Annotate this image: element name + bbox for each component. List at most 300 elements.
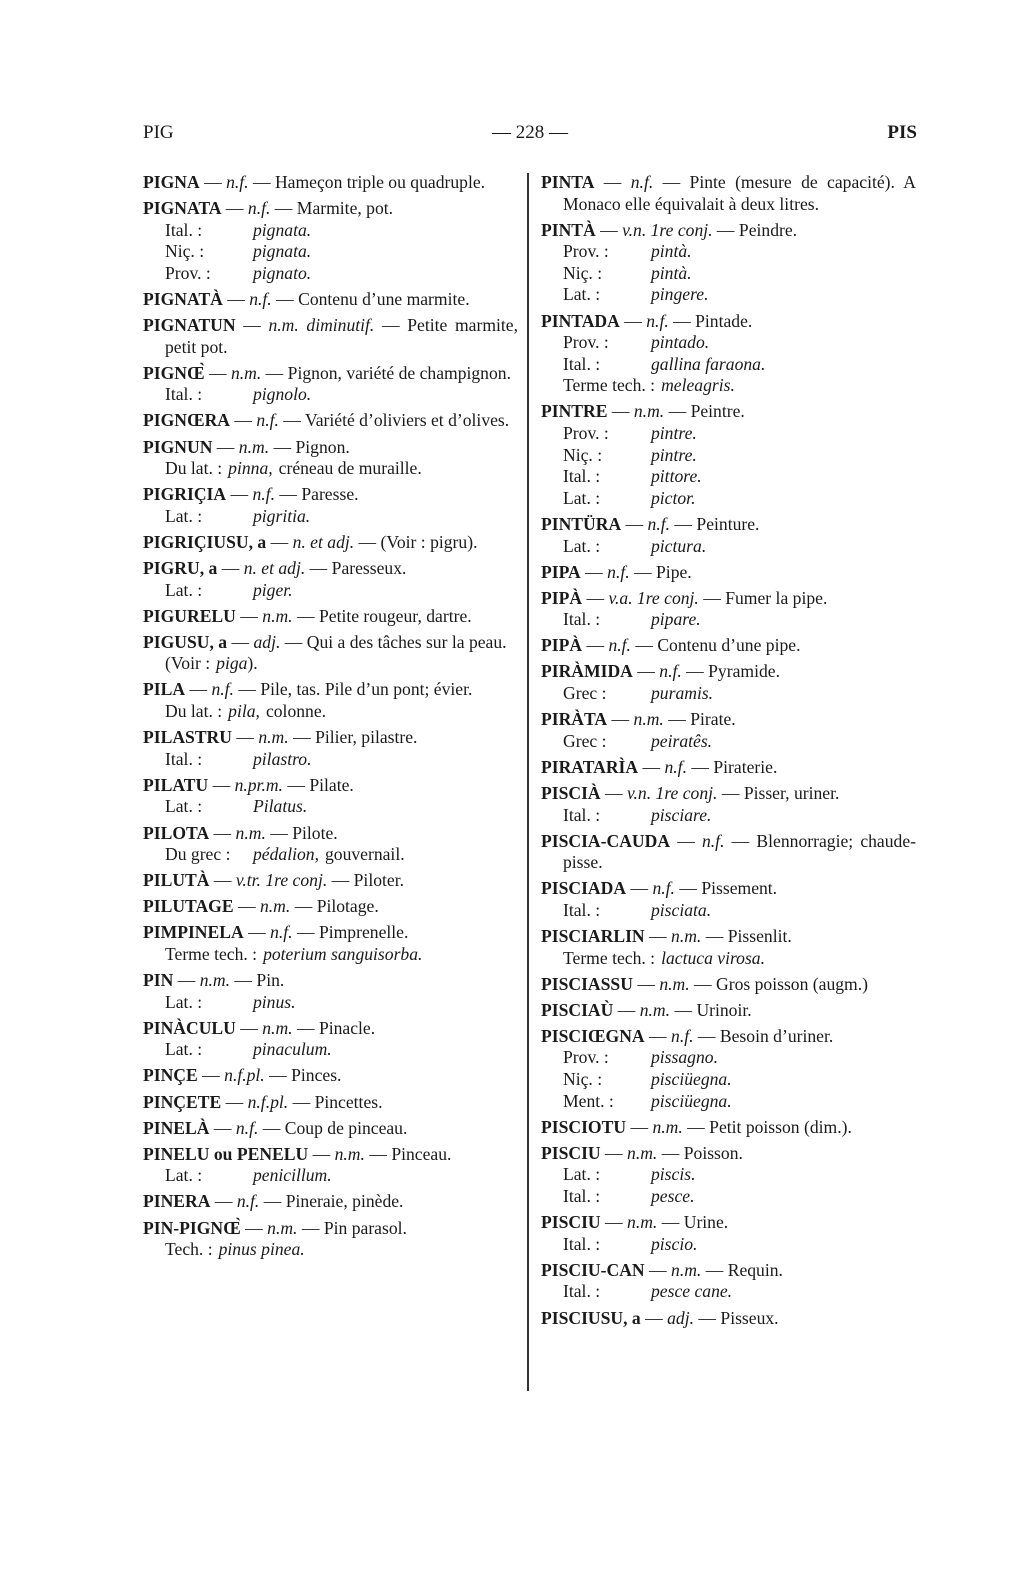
dictionary-entry [541, 311, 916, 397]
part-of-speech: n.m. [334, 1143, 365, 1164]
entry-definition-line: PISCIU — n.m. — Poisson. [541, 1142, 743, 1163]
running-header [143, 122, 917, 150]
headword: PILUTÀ [143, 870, 210, 891]
headword: PISCIARLIN [541, 926, 645, 946]
definition: Blennorragie; chaude-pisse. [563, 830, 917, 873]
etymology-line [541, 1186, 916, 1208]
part-of-speech: n.f. [671, 1025, 694, 1046]
definition: Petite marmite, petit pot. [165, 315, 518, 357]
entry-definition-line: PIGNŒRA — n.f. — Variété d’oliviers et d’olives. [143, 410, 510, 431]
etymology-label: Lat. : [563, 284, 601, 305]
etymology-gloss: ). [247, 653, 258, 674]
etymology-line [143, 580, 518, 602]
etymology-value: puramis. [651, 683, 714, 704]
header-last-word: PIS [887, 122, 917, 143]
dictionary-entry [143, 1065, 518, 1087]
entry-definition-line: PINTÜRA — n.f. — Peinture. [541, 513, 760, 534]
etymology-label: Ital. : [165, 219, 203, 240]
entry-definition-line: PIPA — n.f. — Pipe. [541, 561, 692, 582]
etymology-line [143, 1039, 518, 1061]
etymology-gloss: colonne. [265, 701, 327, 722]
definition: Pilote. [292, 822, 338, 843]
definition: Poisson. [683, 1142, 743, 1163]
dictionary-entry [143, 437, 518, 480]
part-of-speech: n.f. [256, 410, 279, 431]
etymology-value: pintre. [651, 444, 697, 465]
dictionary-entry [143, 679, 518, 722]
etymology-value: pipare. [651, 609, 701, 630]
definition: Pilier, pilastre. [315, 727, 418, 748]
headword: PISCIU [541, 1142, 601, 1163]
entry-definition-line: PIGNATA — n.f. — Marmite, pot. [143, 198, 394, 219]
part-of-speech: n.m. [633, 401, 665, 422]
dictionary-entry [143, 870, 518, 892]
part-of-speech: n. et adj. [292, 531, 355, 552]
entry-definition-line: PISCIOTU — n.m. — Petit poisson (dim.). [541, 1116, 852, 1137]
headword: PIGRIÇIA [143, 484, 227, 505]
etymology-label: Prov. : [563, 423, 609, 444]
headword: PINÇETE [143, 1091, 222, 1112]
dictionary-entry [143, 1118, 518, 1140]
etymology-label: Du lat. : [165, 458, 223, 479]
entry-definition-line: PINÇETE — n.f.pl. — Pincettes. [143, 1091, 383, 1112]
headword: PIRATARÌA [541, 756, 639, 777]
definition: Petite rougeur, dartre. [318, 605, 472, 626]
part-of-speech: n.f. [652, 878, 675, 899]
etymology-line [541, 354, 916, 376]
part-of-speech: n.f. [247, 198, 271, 219]
etymology-label: Ital. : [563, 353, 601, 374]
definition: Pipe. [656, 561, 692, 582]
etymology-value: pédalion, [253, 844, 319, 865]
dictionary-entry [143, 922, 518, 965]
dictionary-entry [541, 562, 916, 584]
dictionary-entry [541, 878, 916, 921]
etymology-value: penicillum. [253, 1165, 332, 1186]
dictionary-entry [143, 823, 518, 866]
part-of-speech: n.f.pl. [247, 1091, 289, 1112]
dictionary-entry [541, 974, 916, 996]
entry-definition-line: PIRÀMIDA — n.f. — Pyramide. [541, 661, 780, 682]
etymology-value: piscis. [651, 1164, 696, 1185]
etymology-label: Ital. : [563, 804, 601, 825]
dictionary-entry [143, 363, 518, 406]
definition: Pignon. [295, 436, 350, 457]
entry-definition-line: PILOTA — n.m. — Pilote. [143, 822, 338, 843]
headword: PIGNŒ̀ [143, 362, 205, 383]
etymology-line [541, 466, 916, 488]
part-of-speech: n. et adj. [243, 558, 306, 578]
etymology-label: Tech. : [165, 1239, 213, 1260]
etymology-value: pittore. [651, 466, 702, 487]
entry-definition-line: PIGNATÀ — n.f. — Contenu d’une marmite. [143, 288, 470, 309]
part-of-speech: n.f. [664, 756, 687, 777]
dictionary-entry [541, 661, 916, 704]
etymology-line [541, 609, 916, 631]
part-of-speech: n.f. [236, 1191, 260, 1212]
headword: PISCIU-CAN [541, 1259, 645, 1280]
etymology-label: Lat. : [165, 579, 203, 600]
definition: Fumer la pipe. [725, 587, 828, 608]
headword: PIGNATA [143, 198, 222, 219]
part-of-speech: n.m. [262, 1017, 293, 1038]
etymology-line [143, 220, 518, 242]
part-of-speech: n.m. [671, 1259, 702, 1280]
etymology-line [143, 749, 518, 771]
entry-definition-line: PIGNUN — n.m. — Pignon. [143, 436, 350, 457]
etymology-line [541, 263, 916, 285]
definition: Petit poisson (dim.). [709, 1116, 852, 1137]
part-of-speech: v.a. 1re conj. [608, 587, 699, 608]
entry-definition-line: PISCIADA — n.f. — Pissement. [541, 878, 778, 899]
etymology-value: pisciare. [651, 804, 712, 825]
headword: PILOTA [143, 822, 210, 843]
definition: Coup de pinceau. [284, 1117, 408, 1138]
dictionary-entry [143, 632, 518, 675]
right-column [541, 172, 916, 1334]
definition: Qui a des tâches sur la peau. [306, 631, 507, 652]
entry-definition-line: PILATU — n.pr.m. — Pilate. [143, 774, 354, 795]
etymology-value: pinus pinea. [218, 1239, 305, 1260]
entry-definition-line: PISCIA-CAUDA — n.f. — Blennorragie; chaude-pisse. [541, 830, 917, 873]
headword: PIMPINELA [143, 922, 244, 943]
definition: Pinces. [291, 1065, 342, 1086]
definition: Variété d’oliviers et d’olives. [304, 410, 510, 431]
etymology-label: Lat. : [165, 796, 203, 817]
etymology-line [541, 1281, 916, 1303]
entry-definition-line: PINERA — n.f. — Pineraie, pinède. [143, 1191, 404, 1212]
headword: PISCIAÙ [541, 999, 614, 1020]
etymology-label: Niç. : [563, 1069, 603, 1090]
entry-definition-line: PIPÀ — v.a. 1re conj. — Fumer la pipe. [541, 587, 828, 608]
dictionary-entry [541, 783, 916, 826]
definition: Contenu d’une pipe. [657, 635, 801, 656]
etymology-label: Prov. : [563, 1047, 609, 1068]
headword: PISCIASSU [541, 973, 633, 994]
etymology-label: Du lat. : [165, 701, 223, 722]
headword: PISCIŒGNA [541, 1025, 645, 1046]
etymology-line [541, 332, 916, 354]
entry-definition-line: PIPÀ — n.f. — Contenu d’une pipe. [541, 635, 801, 656]
part-of-speech: n.pr.m. [234, 774, 283, 795]
dictionary-entry [143, 896, 518, 918]
etymology-line [541, 445, 916, 467]
etymology-label: Lat. : [165, 991, 203, 1012]
dictionary-entry [143, 1191, 518, 1213]
dictionary-entry [541, 172, 916, 215]
headword: PIGUSU, a [143, 631, 228, 652]
headword: PILA [143, 679, 186, 700]
definition: Pissement. [701, 878, 778, 899]
definition: Pintade. [695, 310, 753, 331]
etymology-line [143, 263, 518, 285]
part-of-speech: n.m. [627, 1142, 658, 1163]
part-of-speech: n.m. [199, 970, 231, 991]
headword: PIGNŒRA [143, 410, 230, 431]
headword: PINTA [541, 172, 595, 192]
etymology-value: poterium sanguisorba. [263, 944, 423, 964]
entry-definition-line: PILA — n.f. — Pile, tas. Pile d’un pont; évier. [143, 679, 473, 700]
dictionary-entry [541, 1212, 916, 1255]
headword: PISCIADA [541, 878, 627, 899]
headword: PISCIÀ [541, 782, 601, 803]
etymology-line [143, 1239, 518, 1261]
definition: Contenu d’une marmite. [298, 288, 470, 309]
headword: PISCIOTU [541, 1116, 627, 1137]
part-of-speech: adj. [253, 631, 281, 652]
etymology-line [541, 1091, 916, 1113]
etymology-line [541, 488, 916, 510]
etymology-label: Prov. : [563, 241, 609, 262]
headword: PISCIU [541, 1212, 601, 1233]
etymology-line [143, 992, 518, 1014]
dictionary-entry [143, 1218, 518, 1261]
definition: Requin. [727, 1259, 783, 1280]
dictionary-entry [143, 410, 518, 432]
etymology-value: pisciüegna. [651, 1090, 732, 1111]
headword: PINERA [143, 1191, 211, 1212]
etymology-value: pissagno. [651, 1047, 718, 1068]
entry-definition-line: PINTÀ — v.n. 1re conj. — Peindre. [541, 219, 798, 240]
part-of-speech: n.m. [230, 362, 262, 383]
entry-definition-line: PIGRIÇIA — n.f. — Paresse. [143, 484, 359, 505]
etymology-value: gallina faraona. [651, 353, 766, 374]
etymology-gloss: créneau de muraille. [278, 458, 422, 479]
entry-definition-line: PIGURELU — n.m. — Petite rougeur, dartre. [143, 605, 472, 626]
etymology-label: Terme tech. : [563, 947, 656, 968]
headword: PIPÀ [541, 587, 583, 608]
etymology-line [541, 423, 916, 445]
header-first-word: PIG [143, 122, 174, 143]
headword: PINTÜRA [541, 513, 622, 534]
dictionary-entry [143, 172, 518, 194]
part-of-speech: n.f. [270, 922, 293, 943]
etymology-label: Terme tech. : [165, 944, 258, 964]
dictionary-entry [143, 484, 518, 527]
dictionary-entry [541, 831, 916, 874]
definition: Peinture. [696, 513, 760, 534]
definition: Pinte (mesure de capacité). A Monaco elle équivalait à deux litres. [563, 172, 917, 214]
dictionary-entry [541, 1117, 916, 1139]
entry-definition-line: PINTA — n.f. — Pinte (mesure de capacité). A Monaco elle équivalait à deux litres. [541, 172, 917, 214]
dictionary-entry [541, 220, 916, 306]
etymology-value: pisciüegna. [651, 1069, 732, 1090]
etymology-label: Ment. : [563, 1090, 614, 1111]
definition: Marmite, pot. [296, 198, 394, 219]
etymology-label: Lat. : [563, 535, 601, 556]
headword: PIGNATÀ [143, 288, 223, 309]
dictionary-entry [143, 289, 518, 311]
definition: Pirate. [690, 709, 736, 730]
dictionary-entry [541, 401, 916, 509]
etymology-label: (Voir : [165, 653, 211, 674]
entry-definition-line: PIRÀTA — n.m. — Pirate. [541, 709, 736, 730]
etymology-label: Ital. : [563, 1186, 601, 1207]
etymology-value: pingere. [651, 284, 709, 305]
dictionary-entry [143, 198, 518, 284]
etymology-value: piscio. [651, 1233, 698, 1254]
entry-definition-line: PIGNA — n.f. — Hameçon triple ou quadruple. [143, 172, 486, 192]
etymology-label: Ital. : [563, 1281, 601, 1302]
part-of-speech: n.m. [639, 999, 671, 1020]
headword: PISCIUSU, a [541, 1307, 641, 1328]
etymology-value: pesce. [651, 1186, 695, 1207]
part-of-speech: v.tr. 1re conj. [235, 870, 328, 891]
entry-definition-line: PIN — n.m. — Pin. [143, 970, 285, 991]
headword: PIN-PIGNŒ̀ [143, 1217, 241, 1238]
entry-definition-line: PINÀCULU — n.m. — Pinacle. [143, 1017, 376, 1038]
part-of-speech: n.f. [226, 172, 249, 192]
part-of-speech: n.m. [267, 1217, 298, 1238]
etymology-gloss: gouvernail. [324, 844, 405, 865]
definition: Pile, tas. Pile d’un pont; évier. [260, 679, 473, 700]
definition: Hameçon triple ou quadruple. [274, 172, 486, 192]
etymology-line [541, 1234, 916, 1256]
page-number: — 228 — [492, 122, 568, 143]
dictionary-entry [541, 1260, 916, 1303]
etymology-value: pinaculum. [253, 1039, 332, 1060]
etymology-value: lactuca virosa. [661, 947, 765, 968]
part-of-speech: n.f. [607, 561, 630, 582]
definition: (Voir : pigru). [380, 531, 478, 552]
etymology-value: pinus. [253, 991, 296, 1012]
part-of-speech: v.n. 1re conj. [622, 219, 713, 240]
etymology-value: pintà. [651, 262, 692, 283]
etymology-line [143, 1165, 518, 1187]
etymology-line [143, 844, 518, 866]
part-of-speech: n.f. [646, 310, 669, 331]
dictionary-entry [541, 1308, 916, 1330]
headword: PILASTRU [143, 727, 232, 748]
dictionary-entry [541, 709, 916, 752]
part-of-speech: adj. [667, 1307, 695, 1328]
part-of-speech: n.f. [608, 635, 631, 656]
entry-definition-line: PINÇE — n.f.pl. — Pinces. [143, 1065, 342, 1086]
etymology-label: Ital. : [563, 609, 601, 630]
entry-definition-line: PIGRU, a — n. et adj. — Paresseux. [143, 558, 407, 578]
etymology-label: Du grec : [165, 844, 231, 865]
part-of-speech: n.m. [258, 727, 289, 748]
dictionary-entry [541, 588, 916, 631]
dictionary-entry [143, 1144, 518, 1187]
part-of-speech: n.f. [252, 484, 275, 505]
etymology-value: meleagris. [661, 375, 735, 396]
etymology-value: pintre. [651, 423, 697, 444]
definition: Pignon, variété de champignon. [287, 362, 511, 383]
etymology-line [541, 284, 916, 306]
definition: Gros poisson (augm.) [716, 973, 868, 994]
etymology-value: peiratês. [651, 730, 713, 751]
etymology-label: Ital. : [563, 899, 601, 920]
definition: Pinceau. [391, 1143, 452, 1164]
entry-definition-line: PISCIASSU — n.m. — Gros poisson (augm.) [541, 973, 868, 994]
etymology-line [541, 805, 916, 827]
etymology-label: Lat. : [165, 1165, 203, 1186]
etymology-label: Prov. : [165, 262, 211, 283]
entry-definition-line: PISCIŒGNA — n.f. — Besoin d’uriner. [541, 1025, 834, 1046]
part-of-speech: n.f. [701, 830, 725, 851]
part-of-speech: v.n. 1re conj. [627, 782, 718, 803]
etymology-label: Ital. : [165, 748, 203, 769]
entry-definition-line: PIGUSU, a — adj. — Qui a des tâches sur la peau. [143, 631, 507, 652]
definition: Piloter. [353, 870, 404, 891]
entry-definition-line: PILUTAGE — n.m. — Pilotage. [143, 896, 379, 917]
headword: PINÇE [143, 1065, 198, 1086]
etymology-line [541, 1164, 916, 1186]
dictionary-entry [143, 315, 518, 358]
etymology-value: pignolo. [253, 384, 312, 405]
dictionary-entry [143, 727, 518, 770]
definition: Pin. [256, 970, 285, 991]
left-column [143, 172, 518, 1265]
part-of-speech: n.m. [259, 896, 291, 917]
dictionary-entry [541, 635, 916, 657]
dictionary-entry [143, 558, 518, 601]
headword: PINELU ou PENELU [143, 1143, 309, 1164]
etymology-value: pinna, [228, 458, 273, 479]
definition: Pilate. [309, 774, 354, 795]
part-of-speech: n.m. [262, 605, 293, 626]
headword: PIRÀMIDA [541, 661, 633, 682]
etymology-value: pila, [228, 701, 260, 722]
definition: Pincettes. [314, 1091, 383, 1112]
headword: PINÀCULU [143, 1017, 236, 1038]
headword: PINTADA [541, 310, 620, 331]
etymology-label: Niç. : [563, 262, 603, 283]
etymology-value: piger. [253, 579, 293, 600]
part-of-speech: n.m. [652, 1116, 683, 1137]
part-of-speech: n.m. [238, 436, 270, 457]
etymology-value: Pilatus. [253, 796, 308, 817]
etymology-line [541, 900, 916, 922]
part-of-speech: n.m. [633, 709, 664, 730]
etymology-label: Prov. : [563, 332, 609, 353]
etymology-line [541, 683, 916, 705]
etymology-value: pignata. [253, 219, 312, 240]
headword: PIGRIÇIUSU, a [143, 531, 267, 552]
headword: PIGNUN [143, 436, 213, 457]
headword: PIPÀ [541, 635, 583, 656]
entry-definition-line: PINTRE — n.m. — Peintre. [541, 401, 745, 422]
headword: PINTRE [541, 401, 608, 422]
etymology-label: Terme tech. : [563, 375, 656, 396]
etymology-label: Niç. : [563, 444, 603, 465]
etymology-value: pignata. [253, 241, 312, 262]
definition: Piraterie. [713, 756, 778, 777]
definition: Pin parasol. [323, 1217, 407, 1238]
entry-definition-line: PISCIARLIN — n.m. — Pissenlit. [541, 926, 792, 946]
definition: Pimprenelle. [318, 922, 409, 943]
etymology-value: pesce cane. [651, 1281, 733, 1302]
etymology-line [541, 375, 916, 397]
definition: Peintre. [690, 401, 745, 422]
entry-definition-line: PINELÀ — n.f. — Coup de pinceau. [143, 1117, 408, 1138]
part-of-speech: n.f. [630, 172, 654, 192]
definition: Pilotage. [316, 896, 379, 917]
entry-definition-line: PILASTRU — n.m. — Pilier, pilastre. [143, 727, 418, 748]
etymology-label: Grec : [563, 730, 607, 751]
dictionary-entry [143, 606, 518, 628]
etymology-line [541, 948, 916, 970]
part-of-speech: n.f. [659, 661, 682, 682]
etymology-label: Ital. : [563, 466, 601, 487]
definition: Besoin d’uriner. [719, 1025, 834, 1046]
dictionary-entry [541, 926, 916, 969]
entry-definition-line: PIN-PIGNŒ̀ — n.m. — Pin parasol. [143, 1217, 407, 1238]
part-of-speech: n.m. [235, 822, 266, 843]
part-of-speech: n.m. [671, 926, 702, 946]
etymology-line [143, 701, 518, 723]
